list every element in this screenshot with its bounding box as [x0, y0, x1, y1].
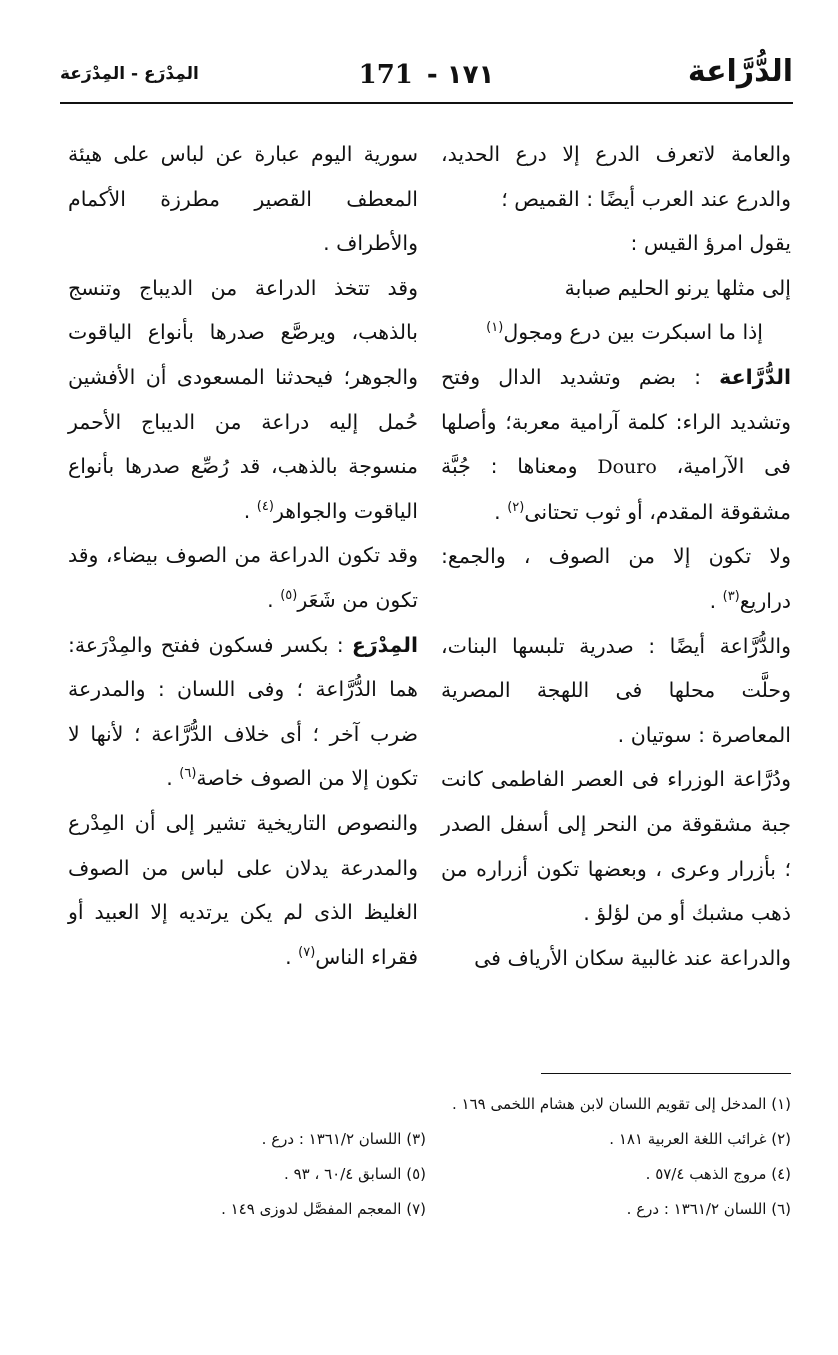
- page-header: [60, 50, 793, 100]
- footnote-ref: (٧): [298, 944, 316, 960]
- paragraph: والدراعة عند غالبية سكان الأرياف فى: [474, 945, 791, 970]
- paragraph: وقد تتخذ الدراعة من الديباج وتنسج بالذهب، ويرصَّع صدرها بأنواع الياقوت والجوهر؛ فيحدثنا المسعودى أن الأفشين حُمل إليه دراعة من الديباج الأحمر منسوجة بالذهب، قد رُصِّع صدرها بأنواع الياقوت والجواهر$^{(٤)}$ .: [68, 275, 418, 523]
- verse-line-2: إذا ما اسبكرت بين درع ومجول$^{(١)}$: [486, 320, 763, 345]
- guide-words: المِدْرَع - المِدْرَعة: [60, 64, 199, 84]
- header-rule: [60, 102, 793, 104]
- headword: الدُّرَّاعة: [719, 364, 791, 389]
- footnote-row: [61, 1122, 791, 1157]
- page-number-latin: 171: [358, 60, 413, 90]
- paragraph: ودُرَّاعة الوزراء فى العصر الفاطمى كانت جبة مشقوقة من النحر إلى أسفل الصدر ؛ بأزرار وعرى ، وبعضها تكون أزراره من ذهب مشبك أو من لؤلؤ .: [441, 767, 791, 926]
- footnote: (٧) المعجم المفصَّل لدوزى ١٤٩ .: [221, 1200, 426, 1218]
- footnote: (٥) السابق ٦٠/٤ ، ٩٣ .: [284, 1165, 426, 1183]
- footnote-row: [61, 1087, 791, 1122]
- paragraph: والعامة لاتعرف الدرع إلا درع الحديد، والدرع عند العرب أيضًا : القميص ؛: [441, 142, 791, 211]
- verse-line-1: إلى مثلها يرنو الحليم صبابة: [564, 275, 791, 300]
- entry-darraa: الدُّرَّاعة : بضم وتشديد الدال وفتح وتشديد الراء: كلمة آرامية معربة؛ وأصلها فى الآرامية، Douro ومعناها : جُبَّة مشقوقة المقدم، أو ثوب تحتانى$^{(٢)}$ .: [441, 364, 791, 524]
- footnote-ref: (٦): [179, 766, 197, 782]
- footnote-ref: (٣): [722, 589, 740, 605]
- footnote: (١) المدخل إلى تقويم اللسان لابن هشام اللخمى ١٦٩ .: [452, 1095, 791, 1113]
- footnote-ref: (١): [486, 320, 504, 336]
- footnote-ref: (٤): [256, 498, 274, 514]
- running-title: الدُّرَّاعة: [687, 54, 793, 89]
- page-number-arabic: ١٧١ -: [426, 60, 495, 90]
- footnotes: [61, 1087, 791, 1227]
- footnote: (٢) غرائب اللغة العربية ١٨١ .: [609, 1130, 791, 1148]
- left-column: [68, 132, 418, 979]
- right-column: [441, 132, 791, 980]
- footnote-ref: (٥): [280, 588, 298, 604]
- entry-midra: المِدْرَع : بكسر فسكون ففتح والمِدْرَعة: هما الدُّرَّاعة ؛ وفى اللسان : والمدرعة ضرب آخر ؛ أى خلاف الدُّرَّاعة ؛ لأنها لا تكون إلا من الصوف خاصة$^{(٦)}$ .: [68, 632, 418, 791]
- footnote: (٦) اللسان ١٣٦١/٢ : درع .: [626, 1200, 791, 1218]
- paragraph: سورية اليوم عبارة عن لباس على هيئة المعطف القصير مطرزة الأكمام والأطراف .: [68, 142, 418, 256]
- paragraph: ولا تكون إلا من الصوف ، والجمع: دراريع$^{(٣)}$ .: [441, 544, 791, 613]
- paragraph: يقول امرؤ القيس :: [630, 231, 791, 256]
- footnote-row: [61, 1192, 791, 1227]
- footnote: (٣) اللسان ١٣٦١/٢ : درع .: [261, 1130, 426, 1148]
- footnote-rule: [541, 1073, 791, 1074]
- headword: المِدْرَع: [351, 632, 418, 657]
- paragraph: وقد تكون الدراعة من الصوف بيضاء، وقد تكون من شَعَر$^{(٥)}$ .: [68, 543, 418, 612]
- paragraph: والدُّرَّاعة أيضًا : صدرية تلبسها البنات، وحلَّت محلها فى اللهجة المصرية المعاصرة : سوتيان .: [441, 633, 791, 747]
- paragraph: والنصوص التاريخية تشير إلى أن المِدْرع والمدرعة يدلان على لباس من الصوف الغليظ الذى لم يكن يرتديه إلا العبيد أو فقراء الناس$^{(٧)}$ .: [68, 810, 418, 969]
- footnote-row: [61, 1157, 791, 1192]
- footnote: (٤) مروج الذهب ٥٧/٤ .: [645, 1165, 791, 1183]
- footnote-ref: (٢): [507, 499, 525, 515]
- latin-term: Douro: [597, 456, 657, 479]
